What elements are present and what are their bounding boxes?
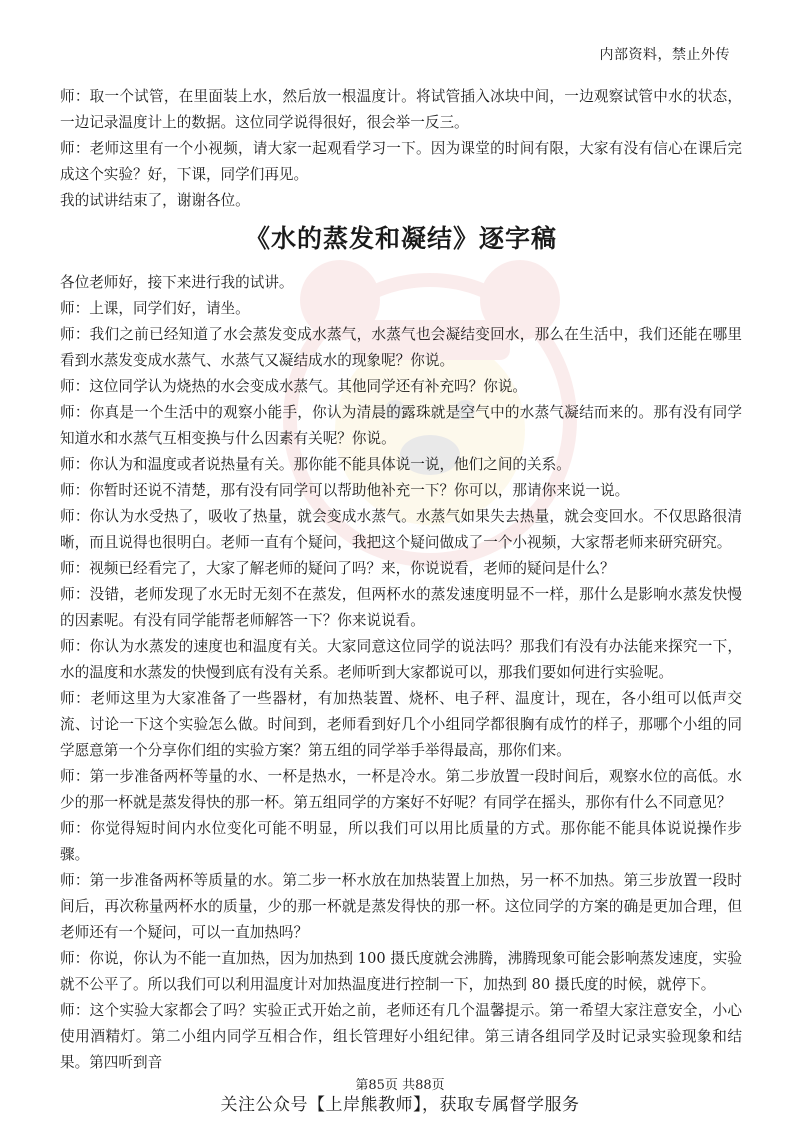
paragraph: 师：上课，同学们好，请坐。 <box>60 300 250 317</box>
paragraph: 师：第一步准备两杯等量的水、一杯是热水，一杯是冷水。第二步放置一段时间后，观察水位的高低。水少的那一杯就是蒸发得快的那一杯。第五组同学的方案好不好呢？有同学在摇头，那你有什么不同意见？ <box>60 768 742 811</box>
confidential-note: 内部资料，禁止外传 <box>599 47 730 63</box>
paragraph: 师：老师这里为大家准备了一些器材，有加热装置、烧杯、电子秤、温度计，现在，各小组可以低声交流、讨论一下这个实验怎么做。时间到，老师看到好几个小组同学都很胸有成竹的样子，那哪个小组的同学愿意第一个分享你们组的实验方案？第五组的同学举手举得最高，那你们来。 <box>60 690 742 759</box>
paragraph: 各位老师好，接下来进行我的试讲。 <box>60 274 294 291</box>
page-content <box>60 84 742 1076</box>
previous-section <box>60 84 742 214</box>
paragraph: 我的试讲结束了，谢谢各位。 <box>60 192 250 209</box>
paragraph: 师：你认为水蒸发的速度也和温度有关。大家同意这位同学的说法吗？那我们有没有办法能来探究一下，水的温度和水蒸发的快慢到底有没有关系。老师听到大家都说可以，那我们要如何进行实验呢。 <box>60 638 742 681</box>
paragraph: 师：你认为和温度或者说热量有关。那你能不能具体说一说，他们之间的关系。 <box>60 456 571 473</box>
document-body <box>60 270 742 1076</box>
paragraph: 师：你说，你认为不能一直加热，因为加热到 100 摄氏度就会沸腾，沸腾现象可能会影响蒸发速度，实验就不公平了。所以我们可以利用温度计对加热温度进行控制一下，加热到 80 摄氏度的时候，就停下。 <box>60 950 742 993</box>
paragraph: 师：老师这里有一个小视频，请大家一起观看学习一下。因为课堂的时间有限，大家有没有信心在课后完成这个实验？好，下课，同学们再见。 <box>60 140 742 183</box>
paragraph: 师：这个实验大家都会了吗？实验正式开始之前，老师还有几个温馨提示。第一希望大家注意安全，小心使用酒精灯。第二小组内同学互相合作，组长管理好小组纪律。第三请各组同学及时记录实验现象和结果。第四听到音 <box>60 1002 742 1071</box>
paragraph: 师：取一个试管，在里面装上水，然后放一根温度计。将试管插入冰块中间，一边观察试管中水的状态，一边记录温度计上的数据。这位同学说得很好，很会举一反三。 <box>60 88 742 131</box>
paragraph: 师：我们之前已经知道了水会蒸发变成水蒸气，水蒸气也会凝结变回水，那么在生活中，我们还能在哪里看到水蒸发变成水蒸气、水蒸气又凝结成水的现象呢？你说。 <box>60 326 742 369</box>
page-number: 第85页 共88页 <box>355 1078 445 1093</box>
paragraph: 师：你暂时还说不清楚，那有没有同学可以帮助他补充一下？你可以，那请你来说一说。 <box>60 482 630 499</box>
footer-promo: 关注公众号【上岸熊教师】，获取专属督学服务 <box>220 1095 580 1115</box>
paragraph: 师：视频已经看完了，大家了解老师的疑问了吗？来，你说说看，老师的疑问是什么？ <box>60 560 615 577</box>
paragraph: 师：没错，老师发现了水无时无刻不在蒸发，但两杯水的蒸发速度明显不一样，那什么是影响水蒸发快慢的因素呢。有没有同学能帮老师解答一下？你来说说看。 <box>60 586 742 629</box>
paragraph: 师：这位同学认为烧热的水会变成水蒸气。其他同学还有补充吗？你说。 <box>60 378 528 395</box>
paragraph: 师：第一步准备两杯等质量的水。第二步一杯水放在加热装置上加热，另一杯不加热。第三步放置一段时间后，再次称量两杯水的质量，少的那一杯就是蒸发得快的那一杯。这位同学的方案的确是更加合理，但老师还有一个疑问，可以一直加热吗？ <box>60 872 742 941</box>
paragraph: 师：你真是一个生活中的观察小能手，你认为清晨的露珠就是空气中的水蒸气凝结而来的。那有没有同学知道水和水蒸气互相变换与什么因素有关呢？你说。 <box>60 404 742 447</box>
document-title: 《水的蒸发和凝结》逐字稿 <box>244 224 557 253</box>
paragraph: 师：你认为水受热了，吸收了热量，就会变成水蒸气。水蒸气如果失去热量，就会变回水。不仅思路很清晰，而且说得也很明白。老师一直有个疑问，我把这个疑问做成了一个小视频，大家帮老师来研究研究。 <box>60 508 742 551</box>
paragraph: 师：你觉得短时间内水位变化可能不明显，所以我们可以用比质量的方式。那你能不能具体说说操作步骤。 <box>60 820 742 863</box>
